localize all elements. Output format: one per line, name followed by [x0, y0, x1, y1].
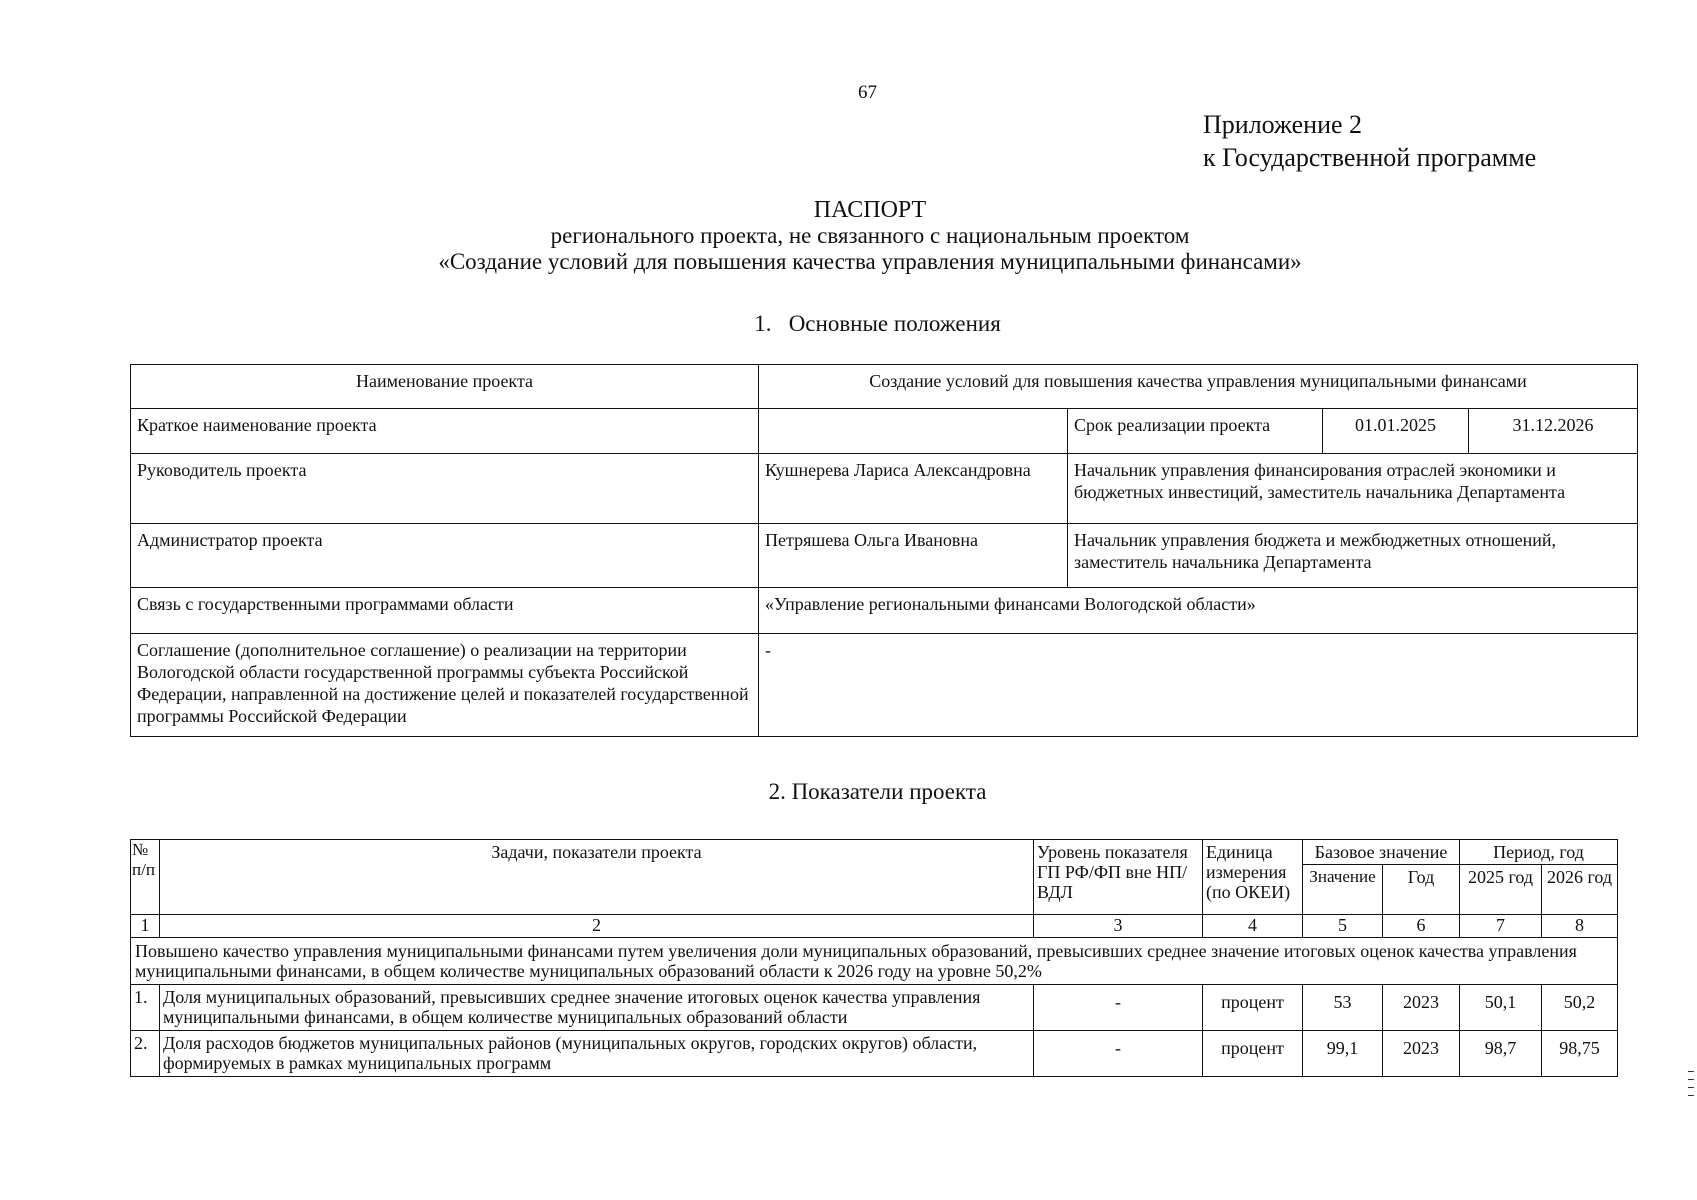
short-name-value	[759, 409, 1068, 454]
title-subtitle: регионального проекта, не связанного с национальным проектом	[550, 223, 1190, 248]
indicator-2026: 98,75	[1542, 1031, 1618, 1077]
title-project-name: «Создание условий для повышения качества управления муниципальными финансами»	[438, 249, 1302, 274]
main-provisions-table	[130, 364, 1638, 737]
document-title	[0, 197, 1697, 275]
margin-mark	[1688, 1095, 1694, 1096]
indicator-2026: 50,2	[1542, 985, 1618, 1031]
term-label: Срок реализации проекта	[1068, 409, 1323, 454]
appendix-note	[1203, 108, 1536, 174]
col-number: 8	[1542, 915, 1618, 938]
head-label: Руководитель проекта	[131, 454, 759, 524]
header-level: Уровень показателя ГП РФ/ФП вне НП/ВДЛ	[1034, 840, 1203, 915]
header-2025: 2025 год	[1460, 865, 1542, 915]
indicator-name: Доля расходов бюджетов муниципальных районов (муниципальных округов, городских округов) области, формируемых в рамках муниципальных программ	[160, 1031, 1034, 1077]
indicator-2025: 50,1	[1460, 985, 1542, 1031]
margin-mark	[1688, 1079, 1694, 1080]
appendix-line-2: к Государственной программе	[1203, 143, 1537, 172]
agreement-value: -	[759, 634, 1638, 737]
header-base: Базовое значение	[1303, 840, 1460, 865]
head-position: Начальник управления финансирования отраслей экономики и бюджетных инвестиций, заместитель начальника Департамента	[1068, 454, 1638, 524]
margin-mark	[1688, 1087, 1694, 1088]
goal-row: Повышено качество управления муниципальными финансами путем увеличения доли муниципальных образований, превысивших среднее значение итоговых оценок качества управления муниципальными финансами, в общем количестве муниципальных образований области к 2026 году на уровне 50,2%	[131, 938, 1618, 985]
indicator-base-value: 99,1	[1303, 1031, 1383, 1077]
indicator-base-year: 2023	[1383, 1031, 1460, 1077]
indicator-level: -	[1034, 1031, 1203, 1077]
header-period: Период, год	[1460, 840, 1618, 865]
header-2026: 2026 год	[1542, 865, 1618, 915]
col-number: 5	[1303, 915, 1383, 938]
section-1-title: 1. Основные положения	[754, 311, 1001, 336]
program-link-value: «Управление региональными финансами Вологодской области»	[759, 588, 1638, 634]
admin-position: Начальник управления бюджета и межбюджетных отношений, заместитель начальника Департамента	[1068, 524, 1638, 588]
indicator-base-year: 2023	[1383, 985, 1460, 1031]
term-start: 01.01.2025	[1323, 409, 1469, 454]
indicator-num: 2.	[131, 1031, 160, 1077]
section-2-title: 2. Показатели проекта	[768, 779, 987, 804]
header-base-value: Значение	[1303, 865, 1383, 915]
admin-name: Петряшева Ольга Ивановна	[759, 524, 1068, 588]
indicator-unit: процент	[1203, 985, 1303, 1031]
title-passport: ПАСПОРТ	[813, 197, 927, 223]
page-number: 67	[858, 82, 877, 103]
col-number: 2	[160, 915, 1034, 938]
admin-label: Администратор проекта	[131, 524, 759, 588]
head-name: Кушнерева Лариса Александровна	[759, 454, 1068, 524]
project-name-value: Создание условий для повышения качества управления муниципальными финансами	[759, 365, 1638, 409]
term-end: 31.12.2026	[1469, 409, 1638, 454]
col-number: 1	[131, 915, 160, 938]
indicator-level: -	[1034, 985, 1203, 1031]
col-number: 7	[1460, 915, 1542, 938]
header-tasks: Задачи, показатели проекта	[160, 840, 1034, 915]
program-link-label: Связь с государственными программами области	[131, 588, 759, 634]
indicator-2025: 98,7	[1460, 1031, 1542, 1077]
indicator-base-value: 53	[1303, 985, 1383, 1031]
appendix-line-1: Приложение 2	[1203, 110, 1363, 139]
col-number: 6	[1383, 915, 1460, 938]
agreement-label: Соглашение (дополнительное соглашение) о реализации на территории Вологодской области государственной программы субъекта Российской Федерации, направленной на достижение целей и показателей государственной программы Российской Федерации	[131, 634, 759, 737]
indicator-num: 1.	[131, 985, 160, 1031]
indicator-unit: процент	[1203, 1031, 1303, 1077]
short-name-label: Краткое наименование проекта	[131, 409, 759, 454]
indicator-name: Доля муниципальных образований, превысивших среднее значение итоговых оценок качества управления муниципальными финансами, в общем количестве муниципальных образований области	[160, 985, 1034, 1031]
col-number: 3	[1034, 915, 1203, 938]
margin-mark	[1688, 1071, 1694, 1072]
header-unit: Единица измерения (по ОКЕИ)	[1203, 840, 1303, 915]
header-num: № п/п	[131, 840, 160, 915]
col-number: 4	[1203, 915, 1303, 938]
indicators-table	[130, 839, 1618, 1077]
project-name-label: Наименование проекта	[131, 365, 759, 409]
header-base-year: Год	[1383, 865, 1460, 915]
